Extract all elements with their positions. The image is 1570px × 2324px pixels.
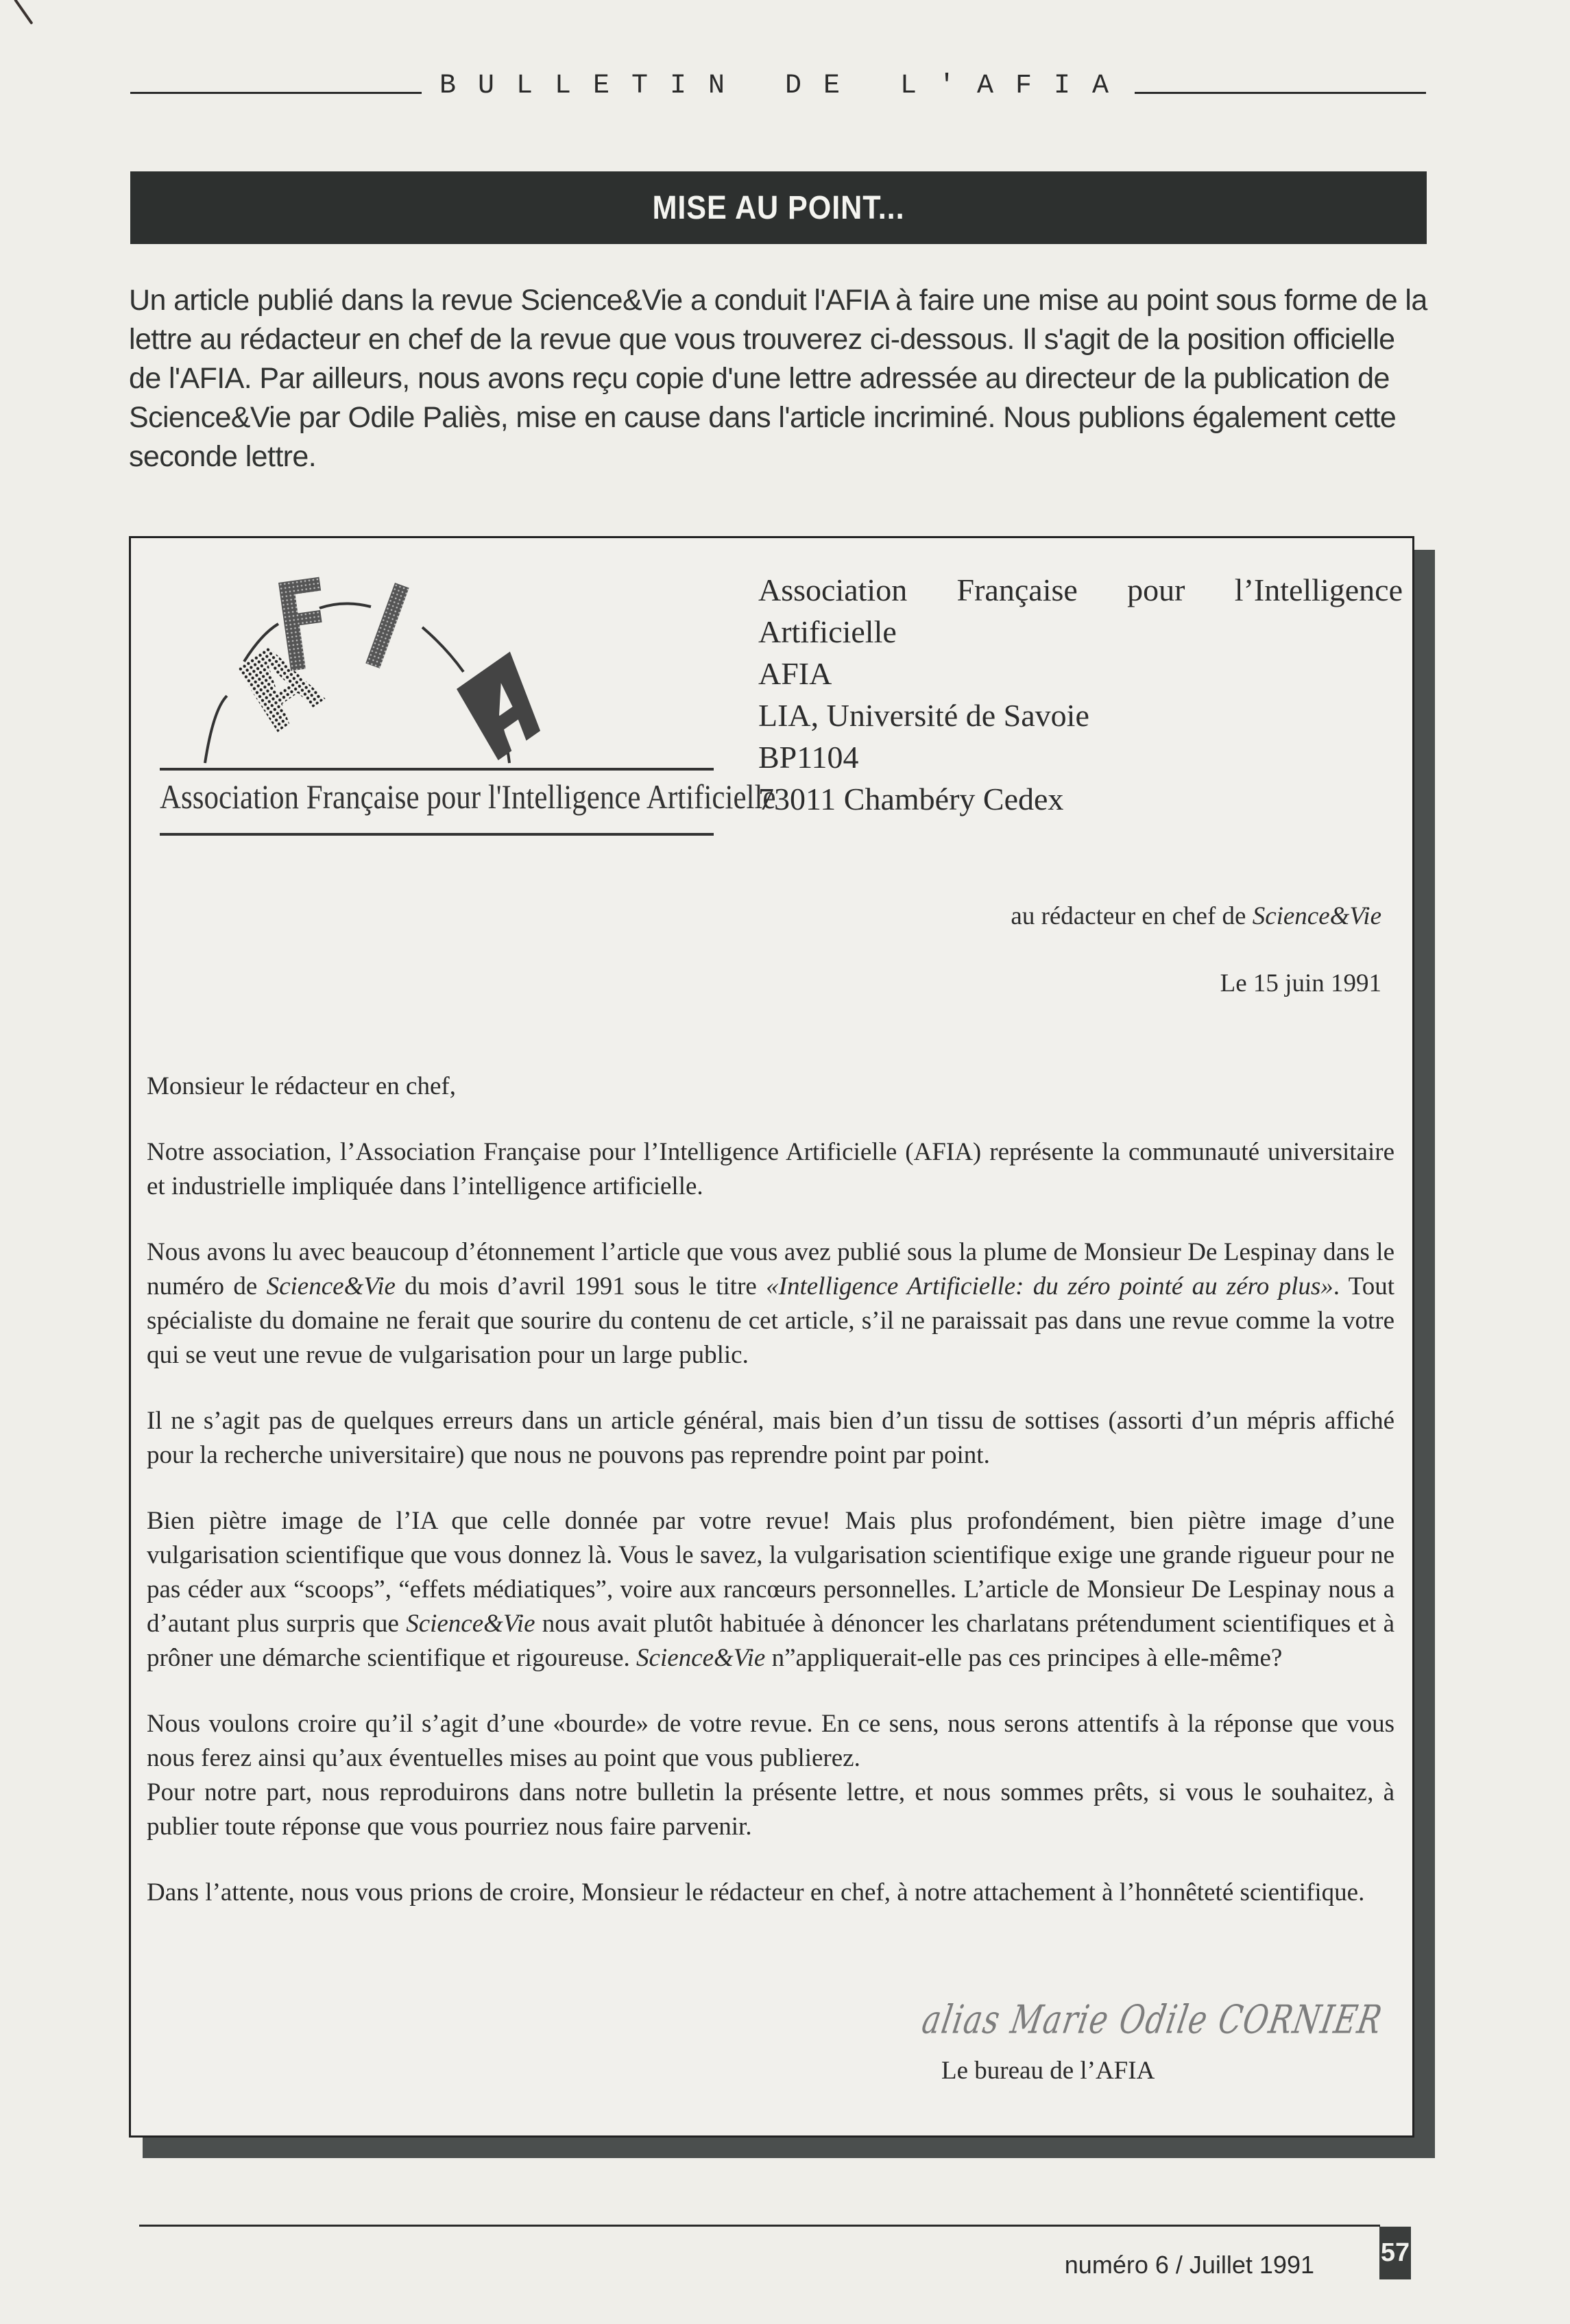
recipient-magazine: Science&Vie — [1252, 902, 1381, 930]
logo-rule-bottom — [160, 833, 714, 836]
address-line: AFIA — [758, 656, 832, 691]
paragraph-7: Dans l’attente, nous vous prions de croire, Monsieur le rédacteur en chef, à notre attachement à l’honnêteté scientifique. — [147, 1878, 1365, 1907]
bulletin-header — [130, 69, 1426, 103]
text-span: Nous avons lu avec beaucoup d’étonnement l’article que vous avez publié sous la plume de Monsieur De Lespinay dans le numéro de — [147, 1238, 1394, 1300]
section-title: MISE AU POINT... — [652, 189, 905, 226]
address-line: BP1104 — [758, 740, 859, 775]
recipient-line — [1011, 901, 1381, 931]
logo-rule-top — [160, 768, 714, 771]
magazine-name: Science&Vie — [266, 1272, 396, 1300]
letter-box — [129, 536, 1414, 2138]
paragraph-6: Pour notre part, nous reproduirons dans notre bulletin la présente lettre, et nous sommes prêts, si vous le souhaitez, à publier toute réponse que vous pourriez nous faire parvenir. — [147, 1778, 1394, 1841]
address-line: Artificielle — [758, 614, 897, 649]
text-span: nous avait plutôt habituée à dénoncer les charlatans prétendument scientifiques et à prôner une démarche scientifique et rigoureuse. — [147, 1610, 1395, 1672]
text-span: Bien piètre image de l’IA que celle donnée par votre revue! Mais plus profondément, bien piètre image d’une vulgarisation scientifique que vous donnez là. Vous le savez, la vulgarisation scientifique exige une grande rigueur pour ne pas céder aux “scoops”, “effets médiatiques”, voire aux rancœurs personnelles. L’article de Monsieur De Lespinay nous a d’autant plus surpris que — [147, 1507, 1394, 1638]
recipient-prefix: au rédacteur en chef de — [1011, 902, 1253, 930]
header-rule-left — [130, 92, 422, 94]
footer-rule — [139, 2225, 1380, 2227]
header-rule-right — [1135, 92, 1426, 94]
intro-paragraph: Un article publié dans la revue Science&Vie a conduit l'AFIA à faire une mise au point sous forme de la lettre au rédacteur en chef de la revue que vous trouverez ci-dessous. Il s'agit de la position officielle de l'AFIA. Par ailleurs, nous avons reçu copie d'une lettre adressée au directeur de la publication de Science&Vie par Odile Paliès, mise en cause dans l'article incriminé. Nous publions également cette seconde lettre. — [129, 284, 1427, 473]
sender-address — [758, 569, 1403, 820]
address-line: 73011 Chambéry Cedex — [758, 782, 1064, 816]
page-number: 57 — [1379, 2227, 1411, 2279]
section-banner — [130, 171, 1427, 244]
salutation: Monsieur le rédacteur en chef, — [147, 1072, 456, 1100]
bulletin-title: BULLETIN DE L'AFIA — [439, 70, 1131, 101]
issue-label: numéro 6 / Juillet 1991 — [1064, 2251, 1314, 2279]
paragraph-3: Il ne s’agit pas de quelques erreurs dans un article général, mais bien d’un tissu de sottises (assorti d’un mépris affiché pour la recherche universitaire) que nous ne pouvons pas reprendre point par point. — [147, 1407, 1394, 1469]
letter-body — [147, 1069, 1394, 1941]
magazine-name: Science&Vie — [636, 1644, 766, 1672]
letter-date: Le 15 juin 1991 — [1220, 969, 1381, 997]
afia-logo-icon — [145, 545, 721, 771]
scan-mark — [14, 0, 34, 25]
paragraph-4 — [147, 1504, 1394, 1675]
paragraph-2 — [147, 1235, 1394, 1372]
paragraph-5: Nous voulons croire qu’il s’agit d’une «bourde» de votre revue. En ce sens, nous serons attentifs à la réponse que vous nous ferez ainsi qu’aux éventuelles mises au point que vous publierez. — [147, 1710, 1394, 1772]
text-span: du mois d’avril 1991 sous le titre — [395, 1272, 766, 1300]
handwritten-signature: alias Marie Odile CORNIER — [919, 1997, 1386, 2043]
afia-logo — [145, 545, 776, 840]
text-span: . Tout spécialiste du domaine ne ferait que sourire du contenu de cet article, s’il ne paraissait pas dans une revue comme la votre qui se veut une revue de vulgarisation pour un large public. — [147, 1272, 1394, 1369]
signoff: Le bureau de l’AFIA — [941, 2057, 1155, 2085]
address-line: Association Française pour l’Intelligence — [758, 572, 1403, 607]
paragraph-1: Notre association, l’Association Française pour l’Intelligence Artificielle (AFIA) représente la communauté universitaire et industrielle impliquée dans l’intelligence artificielle. — [147, 1138, 1394, 1200]
logo-association-name: Association Française pour l'Intelligence Artificielle — [160, 777, 776, 816]
address-line: LIA, Université de Savoie — [758, 698, 1089, 733]
article-title: «Intelligence Artificielle: du zéro pointé au zéro plus» — [766, 1272, 1333, 1300]
text-span: n”appliquerait-elle pas ces principes à elle-même? — [765, 1644, 1283, 1672]
magazine-name: Science&Vie — [406, 1610, 535, 1638]
